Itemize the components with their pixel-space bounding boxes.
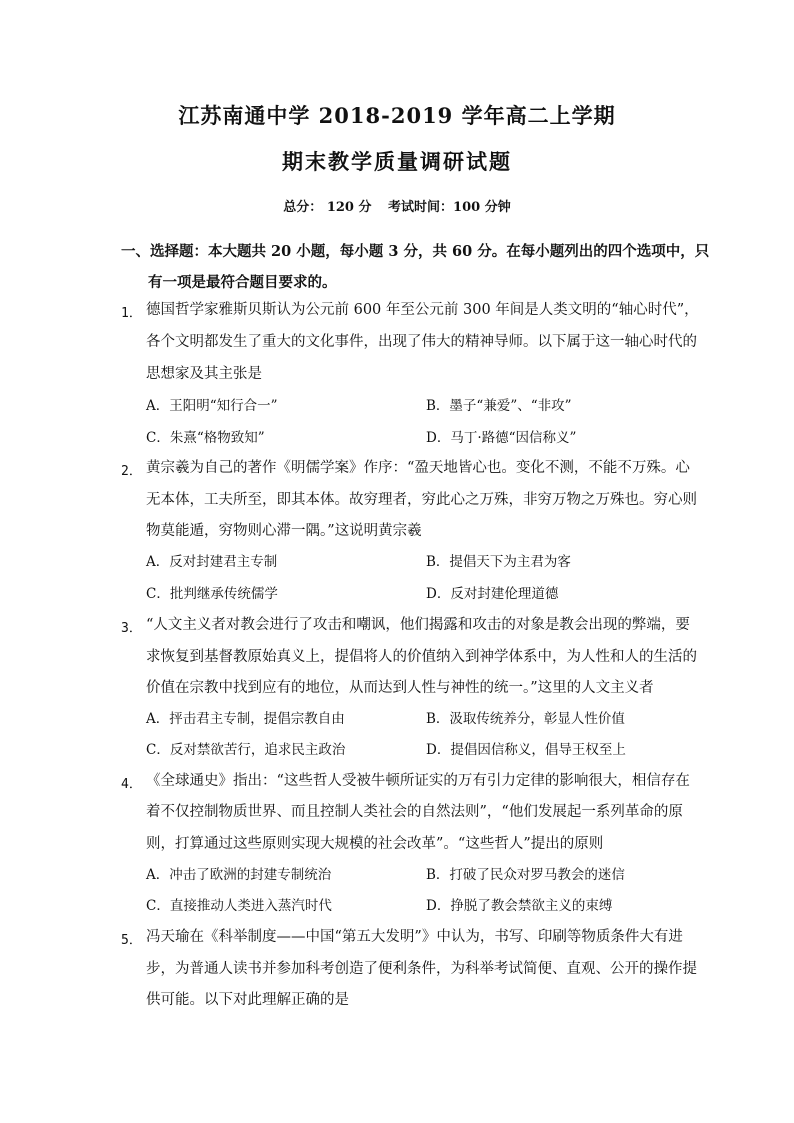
question-text: 物莫能遁，穷物则心滞一隅。”这说明黄宗羲 [146,523,422,539]
option-b: B．墨子“兼爱”、“非攻” [426,398,572,414]
option-d: D．马丁·路德“因信称义” [426,430,577,446]
section-heading-line: 一、选择题：本大题共 20 小题，每小题 3 分，共 60 分。在每小题列出的四个选项中，只 [121,243,710,260]
question-text: 黄宗羲为自己的著作《明儒学案》作序：“盈天地皆心也。变化不测，不能不万殊。心 [146,460,690,476]
exam-meta [0,196,794,215]
option-a: A．抨击君主专制，提倡宗教自由 [146,711,345,727]
question-text: 思想家及其主张是 [146,366,262,382]
question-number: 5． [121,933,142,948]
option-c: C．直接推动人类进入蒸汽时代 [146,898,332,914]
question-text: 则，打算通过这些原则实现大规模的社会改革”。“这些哲人”提出的原则 [146,836,604,852]
question-text: 冯天瑜在《科举制度——中国“第五大发明”》中认为，书写、印刷等物质条件大有进 [146,929,683,945]
question-text: 供可能。以下对此理解正确的是 [146,992,349,1008]
option-a: A．反对封建君主专制 [146,554,278,570]
question-text: 着不仅控制物质世界、而且控制人类社会的自然法则”，“他们发展起一系列革命的原 [146,804,683,820]
section-heading-line: 有一项是最符合题目要求的。 [148,274,337,291]
question-text: 步，为普通人读书并参加科考创造了便利条件，为科举考试简便、直观、公开的操作提 [146,961,697,977]
total-score: 总分： 120 分 [283,200,372,215]
question-number: 2． [121,464,142,479]
exam-time: 考试时间：100 分钟 [388,200,511,215]
option-b: B．提倡天下为主君为客 [426,554,571,570]
question-text: 求恢复到基督教原始真义上，提倡将人的价值纳入到神学体系中，为人性和人的生活的 [146,649,697,665]
question-number: 4． [121,777,142,792]
option-c: C．批判继承传统儒学 [146,586,278,602]
exam-subtitle: 期末教学质量调研试题 [282,149,512,174]
question-text: 各个文明都发生了重大的文化事件，出现了伟大的精神导师。以下属于这一轴心时代的 [146,334,697,350]
question-text: 德国哲学家雅斯贝斯认为公元前 600 年至公元前 300 年间是人类文明的“轴心时代”， [146,302,699,318]
question-number: 1． [121,306,142,321]
question-number: 3． [121,621,142,636]
question-text: 《全球通史》指出：“这些哲人受被牛顿所证实的万有引力定律的影响很大，相信存在 [146,773,690,789]
option-c: C．朱熹“格物致知” [146,430,265,446]
option-d: D．挣脱了教会禁欲主义的束缚 [426,898,613,914]
option-b: B．打破了民众对罗马教会的迷信 [426,867,625,883]
question-text: 无本体，工夫所至，即其本体。故穷理者，穷此心之万殊，非穷万物之万殊也。穷心则 [146,492,697,508]
option-c: C．反对禁欲苦行，追求民主政治 [146,742,346,758]
option-a: A．冲击了欧洲的封建专制统治 [146,867,332,883]
question-text: 价值在宗教中找到应有的地位，从而达到人性与神性的统一。”这里的人文主义者 [146,680,654,696]
question-text: “人文主义者对教会进行了攻击和嘲讽，他们揭露和攻击的对象是教会出现的弊端，要 [146,617,690,633]
option-a: A．王阳明“知行合一” [146,398,278,414]
exam-title: 江苏南通中学 2018-2019 学年高二上学期 [178,103,616,128]
option-d: D．提倡因信称义，倡导王权至上 [426,742,626,758]
option-d: D．反对封建伦理道德 [426,586,559,602]
option-b: B．汲取传统养分，彰显人性价值 [426,711,625,727]
